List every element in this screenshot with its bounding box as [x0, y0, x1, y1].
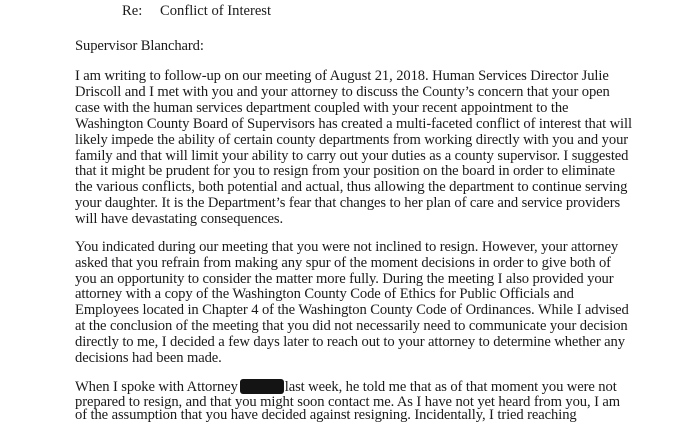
paragraph-3-line-3: of the assumption that you have decided against resigning. Incidentally, I tried reaching	[75, 407, 577, 423]
paragraph-2-line-3: you an opportunity to consider the matter more fully. During the meeting I also provided your	[75, 271, 614, 287]
re-label: Re:	[122, 3, 143, 19]
paragraph-1-line-5: likely impede the ability of certain county departments from working directly with you and your	[75, 132, 629, 148]
paragraph-3-line-1-before: When I spoke with Attorney	[75, 379, 238, 395]
subject-line: Conflict of Interest	[160, 3, 272, 19]
paragraph-2-line-6: at the conclusion of the meeting that you did not necessarily need to communicate your decision	[75, 318, 628, 334]
paragraph-2-line-2: asked that you refrain from making any spur of the moment decisions in order to give both of	[75, 255, 611, 271]
paragraph-2-line-4: attorney with a copy of the Washington County Code of Ethics for Public Officials and	[75, 286, 574, 302]
redaction-block	[240, 379, 284, 394]
paragraph-2-line-1: You indicated during our meeting that you were not inclined to resign. However, your attorney	[75, 239, 619, 255]
paragraph-1-line-4: Washington County Board of Supervisors has created a multi-faceted conflict of interest that will	[75, 116, 632, 132]
paragraph-1-line-2: Driscoll and I met with you and your attorney to discuss the County’s concern that your open	[75, 84, 610, 100]
paragraph-1-line-9: your daughter. It is the Department’s fear that changes to her plan of care and service providers	[75, 195, 621, 211]
paragraph-3-line-1	[75, 379, 617, 395]
paragraph-1-line-1: I am writing to follow-up on our meeting of August 21, 2018. Human Services Director Julie	[75, 68, 609, 84]
paragraph-1-line-3: case with the human services department coupled with your recent appointment to the	[75, 100, 569, 116]
paragraph-3-line-2: prepared to resign, and that you might soon contact me. As I have not yet heard from you, I am	[75, 394, 621, 410]
paragraph-2-line-8: decisions had been made.	[75, 350, 222, 366]
paragraph-1-line-6: family and that will limit your ability to carry out your duties as a county supervisor. I suggested	[75, 148, 629, 164]
paragraph-2-line-5: Employees located in Chapter 4 of the Washington County Code of Ordinances. While I advised	[75, 302, 629, 318]
paragraph-1-line-8: the various conflicts, both potential and actual, thus allowing the department to continue serving	[75, 179, 628, 195]
paragraph-3-line-1-after: last week, he told me that as of that moment you were not	[284, 379, 617, 395]
salutation: Supervisor Blanchard:	[75, 38, 204, 54]
paragraph-1-line-7: that it might be prudent for you to resign from your position on the board in order to eliminate	[75, 163, 615, 179]
paragraph-2-line-7: directly to me, I decided a few days later to reach out to your attorney to determine whether any	[75, 334, 625, 350]
paragraph-1-line-10: will have devastating consequences.	[75, 211, 284, 227]
